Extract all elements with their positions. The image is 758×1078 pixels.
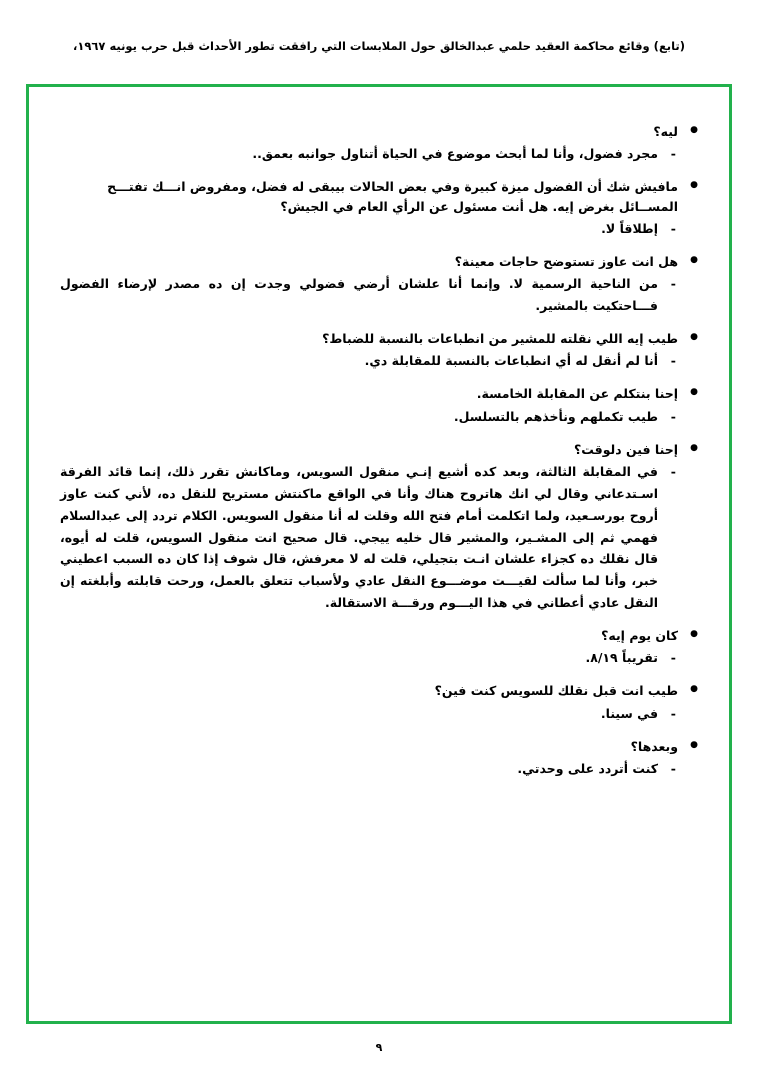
qa-block xyxy=(60,681,698,724)
document-content xyxy=(60,122,698,792)
answer-text: - أنا لم أنقل له أي انطباعات بالنسبة للمقابلة دي. xyxy=(60,350,698,372)
question-text: ● إحنا بنتكلم عن المقابلة الخامسة. xyxy=(60,384,698,403)
answer-text: - في المقابلة الثالثة، وبعد كده أشيع إنـي منقول السويس، وماكانش تقرر ذلك، إنما قائد الفرقة اسـتدعاني وقال لي انك هاتروح هناك وأنا في الواقع ماكنتش مستريح للنقل ده، لأني كنت عاوز أروح بورسـعيد، ولما اتكلمت أمام فتح الله وقلت له أنا منقول السويس. الكلام تردد إلى عبدالسلام فهمي ثم إلى المشـير، والمشير قال خليه ييجي. قال صحيح انت منقول السويس، قلت له أيوه، قال نقلك ده كجزاء علشان انـت بتجيلي، قلت له لا معرفش، قال شوف إذا كان ده السبب اعطيني خبر، وأنا لما سألت لقيـــت موضـــوع النقل عادي ولأسباب تتعلق بالعمل، ورحت قابلته وأبلغته إن النقل عادي أعطاني في هذا اليـــوم ورقـــة الاستقالة. xyxy=(60,461,698,614)
question-text: ● طيب انت قبل نقلك للسويس كنت فين؟ xyxy=(60,681,698,700)
question-list xyxy=(60,681,698,700)
question-list xyxy=(60,122,698,141)
answer-text: - تقريباً ٨/١٩. xyxy=(60,647,698,669)
question-list xyxy=(60,440,698,459)
answer-text: - كنت أتردد على وحدتي. xyxy=(60,758,698,780)
answer-text: - من الناحية الرسمية لا. وإنما أنا علشان أرضي فضولي وجدت إن ده مصدر لإرضاء الفضول فـــاحتكيت بالمشير. xyxy=(60,273,698,317)
question-list xyxy=(60,384,698,403)
question-text: ● إحنا فين دلوقت؟ xyxy=(60,440,698,459)
qa-block xyxy=(60,384,698,427)
page-header: (تابع) وقائع محاكمة العقيد حلمي عبدالخالق حول الملابسات التي رافقت تطور الأحداث قبل حرب يونيه ١٩٦٧، xyxy=(72,39,686,53)
question-list xyxy=(60,626,698,645)
qa-block xyxy=(60,122,698,165)
qa-block xyxy=(60,737,698,780)
question-text: ● طيب إيه اللي نقلته للمشير من انطباعات بالنسبة للضباط؟ xyxy=(60,329,698,348)
qa-block xyxy=(60,177,698,240)
question-text: ● هل انت عاوز تستوضح حاجات معينة؟ xyxy=(60,252,698,271)
qa-block xyxy=(60,252,698,317)
qa-block xyxy=(60,329,698,372)
question-text: ● مافيش شك أن الفضول ميزة كبيرة وفي بعض الحالات بيبقى له فضل، ومفروض انـــك تفتـــح المســائل بغرض إيه. هل أنت مسئول عن الرأي العام في الجيش؟ xyxy=(60,177,698,216)
question-text: ● ليه؟ xyxy=(60,122,698,141)
answer-text: - طيب تكملهم ونأخذهم بالتسلسل. xyxy=(60,406,698,428)
question-text: ● وبعدها؟ xyxy=(60,737,698,756)
qa-block xyxy=(60,626,698,669)
question-list xyxy=(60,177,698,216)
question-text: ● كان يوم إيه؟ xyxy=(60,626,698,645)
question-list xyxy=(60,737,698,756)
question-list xyxy=(60,252,698,271)
page-number: ٩ xyxy=(375,1041,383,1054)
qa-block xyxy=(60,440,698,615)
answer-text: - إطلاقاً لا. xyxy=(60,218,698,240)
question-list xyxy=(60,329,698,348)
answer-text: - في سينا. xyxy=(60,703,698,725)
answer-text: - مجرد فضول، وأنا لما أبحث موضوع في الحياة أتناول جوانبه بعمق.. xyxy=(60,143,698,165)
